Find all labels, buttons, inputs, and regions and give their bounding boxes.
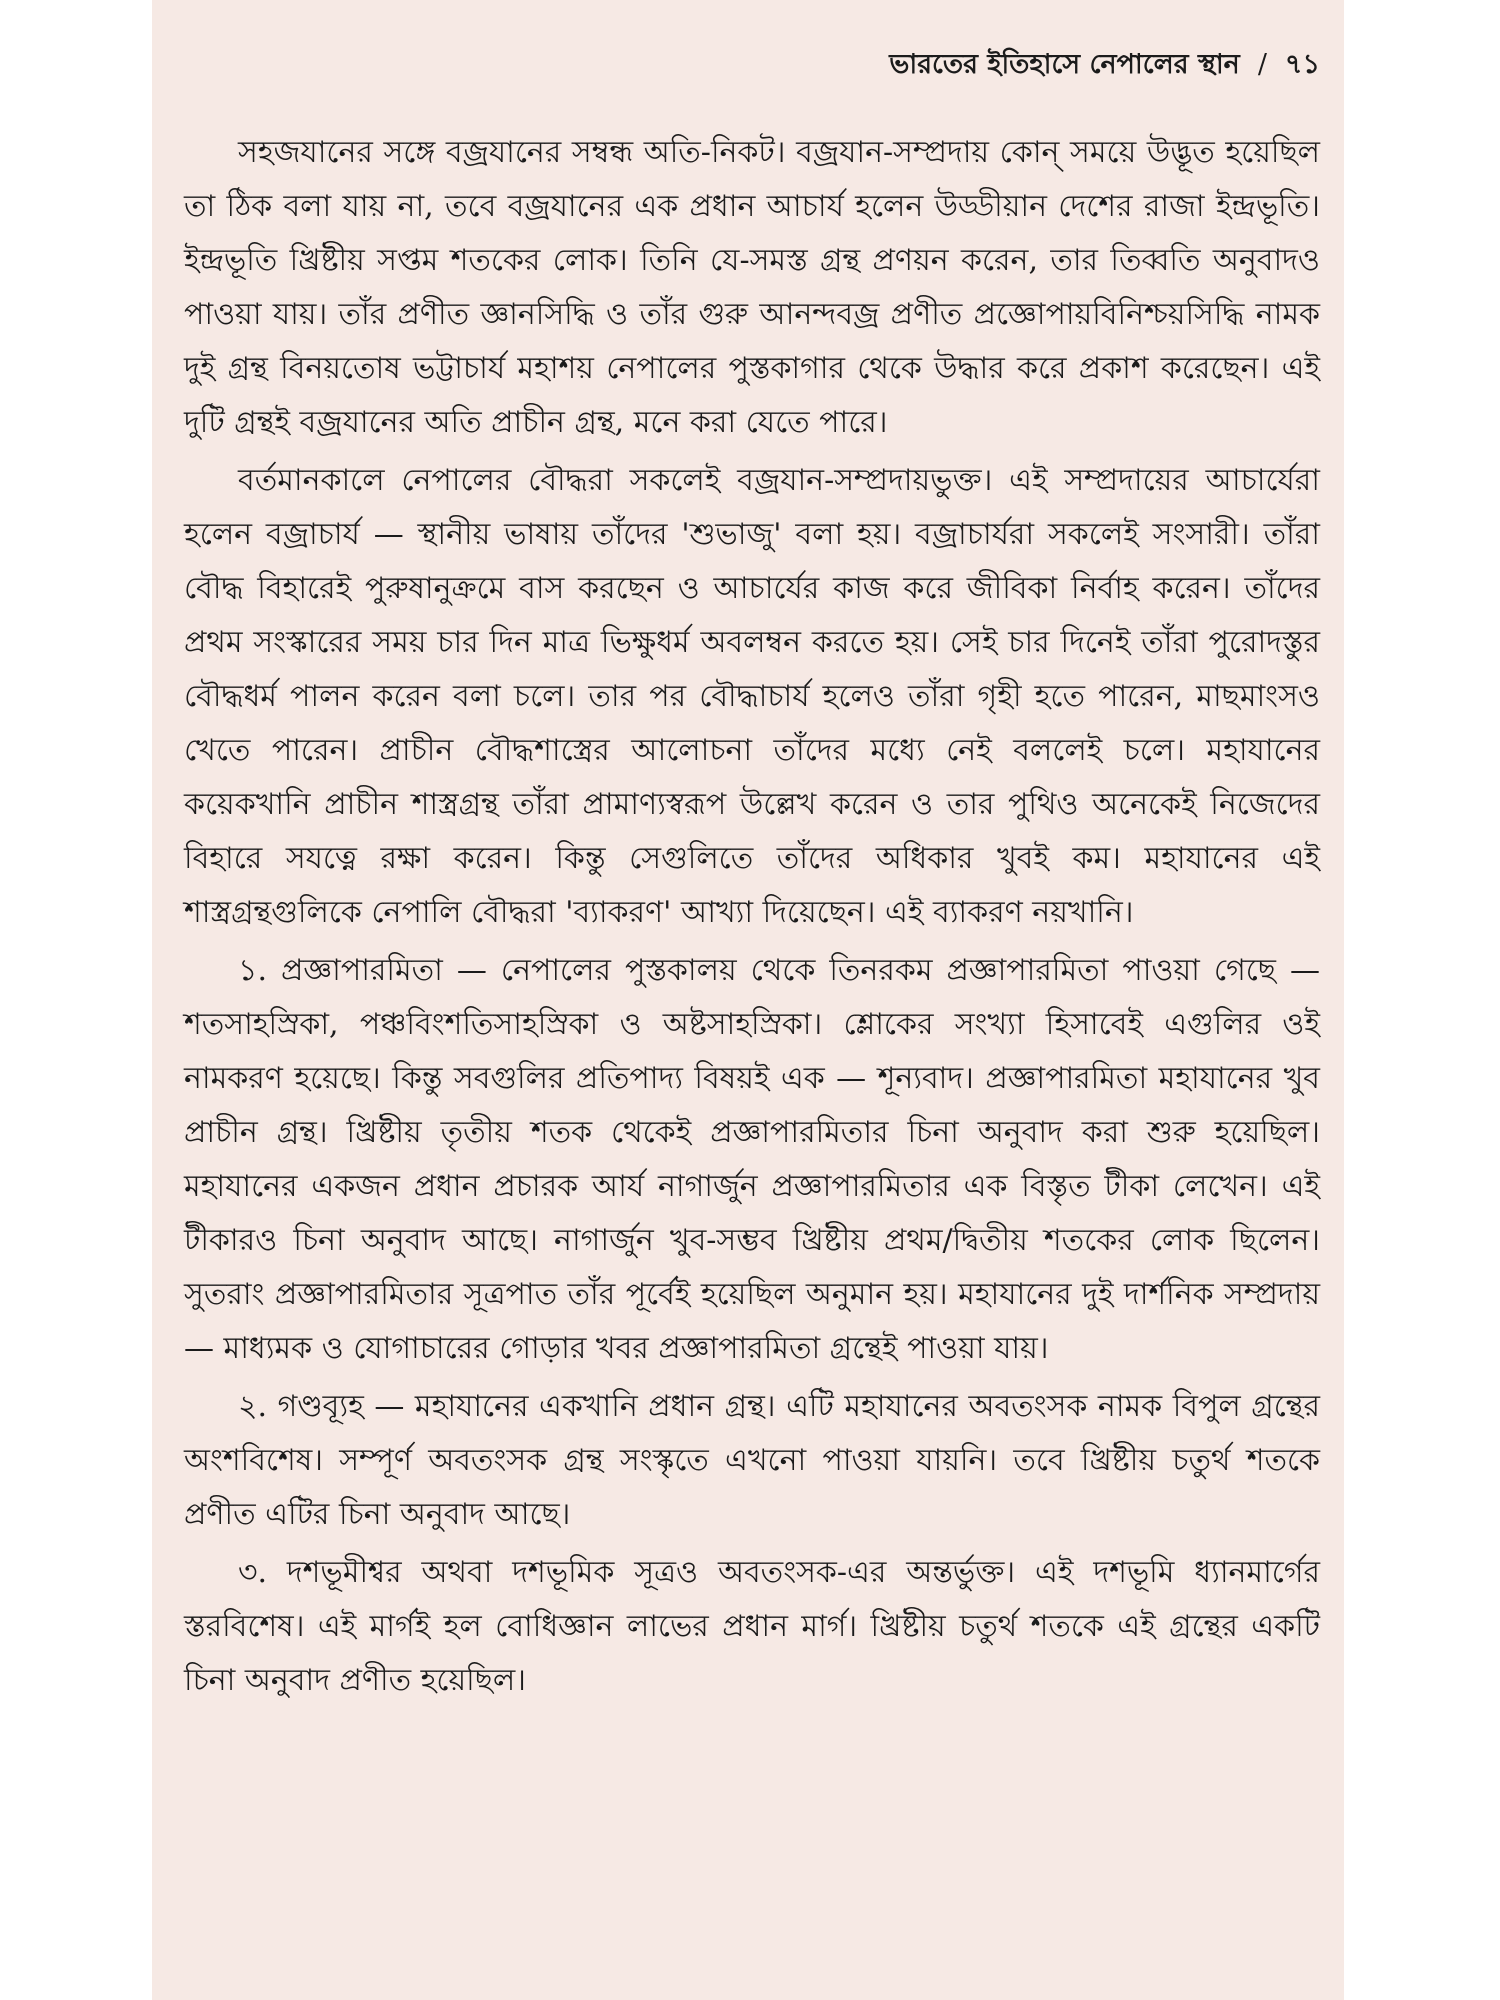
paragraph-dashabhumishvara: ৩. দশভূমীশ্বর অথবা দশভূমিক সূত্রও অবতংসক-এর অন্তর্ভুক্ত। এই দশভূমি ধ্যানমার্গের স্তরবিশেষ। এই মার্গই হল বোধিজ্ঞান লাভের প্রধান মার্গ। খ্রিষ্টীয় চতুর্থ শতকে এই গ্রন্থের একটি চিনা অনুবাদ প্রণীত হয়েছিল। — [184, 1555, 1320, 1698]
paragraph-gandavyuha: ২. গণ্ডব্যূহ — মহাযানের একখানি প্রধান গ্রন্থ। এটি মহাযানের অবতংসক নামক বিপুল গ্রন্থের অংশবিশেষ। সম্পূর্ণ অবতংসক গ্রন্থ সংস্কৃতে এখনো পাওয়া যায়নি। তবে খ্রিষ্টীয় চতুর্থ শতকে প্রণীত এটির চিনা অনুবাদ আছে। — [184, 1389, 1320, 1532]
header-separator: / — [1257, 49, 1267, 80]
running-header — [184, 44, 1320, 84]
paragraph-prajnaparamita: ১. প্রজ্ঞাপারমিতা — নেপালের পুস্তকালয় থেকে তিনরকম প্রজ্ঞাপারমিতা পাওয়া গেছে — শতসাহস্রিকা, পঞ্চবিংশতিসাহস্রিকা ও অষ্টসাহস্রিকা। শ্লোকের সংখ্যা হিসাবেই এগুলির ওই নামকরণ হয়েছে। কিন্তু সবগুলির প্রতিপাদ্য বিষয়ই এক — শূন্যবাদ। প্রজ্ঞাপারমিতা মহাযানের খুব প্রাচীন গ্রন্থ। খ্রিষ্টীয় তৃতীয় শতক থেকেই প্রজ্ঞাপারমিতার চিনা অনুবাদ করা শুরু হয়েছিল। মহাযানের একজন প্রধান প্রচারক আর্য নাগার্জুন প্রজ্ঞাপারমিতার এক বিস্তৃত টীকা লেখেন। এই টীকারও চিনা অনুবাদ আছে। নাগার্জুন খুব-সম্ভব খ্রিষ্টীয় প্রথম/দ্বিতীয় শতকের লোক ছিলেন। সুতরাং প্রজ্ঞাপারমিতার সূত্রপাত তাঁর পূর্বেই হয়েছিল অনুমান হয়। মহাযানের দুই দার্শনিক সম্প্রদায় — মাধ্যমক ও যোগাচারের গোড়ার খবর প্রজ্ঞাপারমিতা গ্রন্থেই পাওয়া যায়। — [184, 953, 1320, 1366]
running-title: ভারতের ইতিহাসে নেপালের স্থান — [889, 49, 1240, 80]
book-page — [152, 0, 1344, 2000]
page-number: ৭১ — [1284, 49, 1320, 80]
paragraph-sahajayana: সহজযানের সঙ্গে বজ্রযানের সম্বন্ধ অতি-নিকট। বজ্রযান-সম্প্রদায় কোন্ সময়ে উদ্ভূত হয়েছিল তা ঠিক বলা যায় না, তবে বজ্রযানের এক প্রধান আচার্য হলেন উড্ডীয়ান দেশের রাজা ইন্দ্রভূতি। ইন্দ্রভূতি খ্রিষ্টীয় সপ্তম শতকের লোক। তিনি যে-সমস্ত গ্রন্থ প্রণয়ন করেন, তার তিব্বতি অনুবাদও পাওয়া যায়। তাঁর প্রণীত জ্ঞানসিদ্ধি ও তাঁর গুরু আনন্দবজ্র প্রণীত প্রজ্ঞোপায়বিনিশ্চয়সিদ্ধি নামক দুই গ্রন্থ বিনয়তোষ ভট্টাচার্য মহাশয় নেপালের পুস্তকাগার থেকে উদ্ধার করে প্রকাশ করেছেন। এই দুটি গ্রন্থই বজ্রযানের অতি প্রাচীন গ্রন্থ, মনে করা যেতে পারে। — [184, 135, 1320, 440]
paragraph-vajrayana-nepal: বর্তমানকালে নেপালের বৌদ্ধরা সকলেই বজ্রযান-সম্প্রদায়ভুক্ত। এই সম্প্রদায়ের আচার্যেরা হলেন বজ্রাচার্য — স্থানীয় ভাষায় তাঁদের 'শুভাজু' বলা হয়। বজ্রাচার্যরা সকলেই সংসারী। তাঁরা বৌদ্ধ বিহারেই পুরুষানুক্রমে বাস করছেন ও আচার্যের কাজ করে জীবিকা নির্বাহ করেন। তাঁদের প্রথম সংস্কারের সময় চার দিন মাত্র ভিক্ষুধর্ম অবলম্বন করতে হয়। সেই চার দিনেই তাঁরা পুরোদস্তুর বৌদ্ধধর্ম পালন করেন বলা চলে। তার পর বৌদ্ধাচার্য হলেও তাঁরা গৃহী হতে পারেন, মাছমাংসও খেতে পারেন। প্রাচীন বৌদ্ধশাস্ত্রের আলোচনা তাঁদের মধ্যে নেই বললেই চলে। মহাযানের কয়েকখানি প্রাচীন শাস্ত্রগ্রন্থ তাঁরা প্রামাণ্যস্বরূপ উল্লেখ করেন ও তার পুথিও অনেকেই নিজেদের বিহারে সযত্নে রক্ষা করেন। কিন্তু সেগুলিতে তাঁদের অধিকার খুবই কম। মহাযানের এই শাস্ত্রগ্রন্থগুলিকে নেপালি বৌদ্ধরা 'ব্যাকরণ' আখ্যা দিয়েছেন। এই ব্যাকরণ নয়খানি। — [184, 463, 1320, 930]
